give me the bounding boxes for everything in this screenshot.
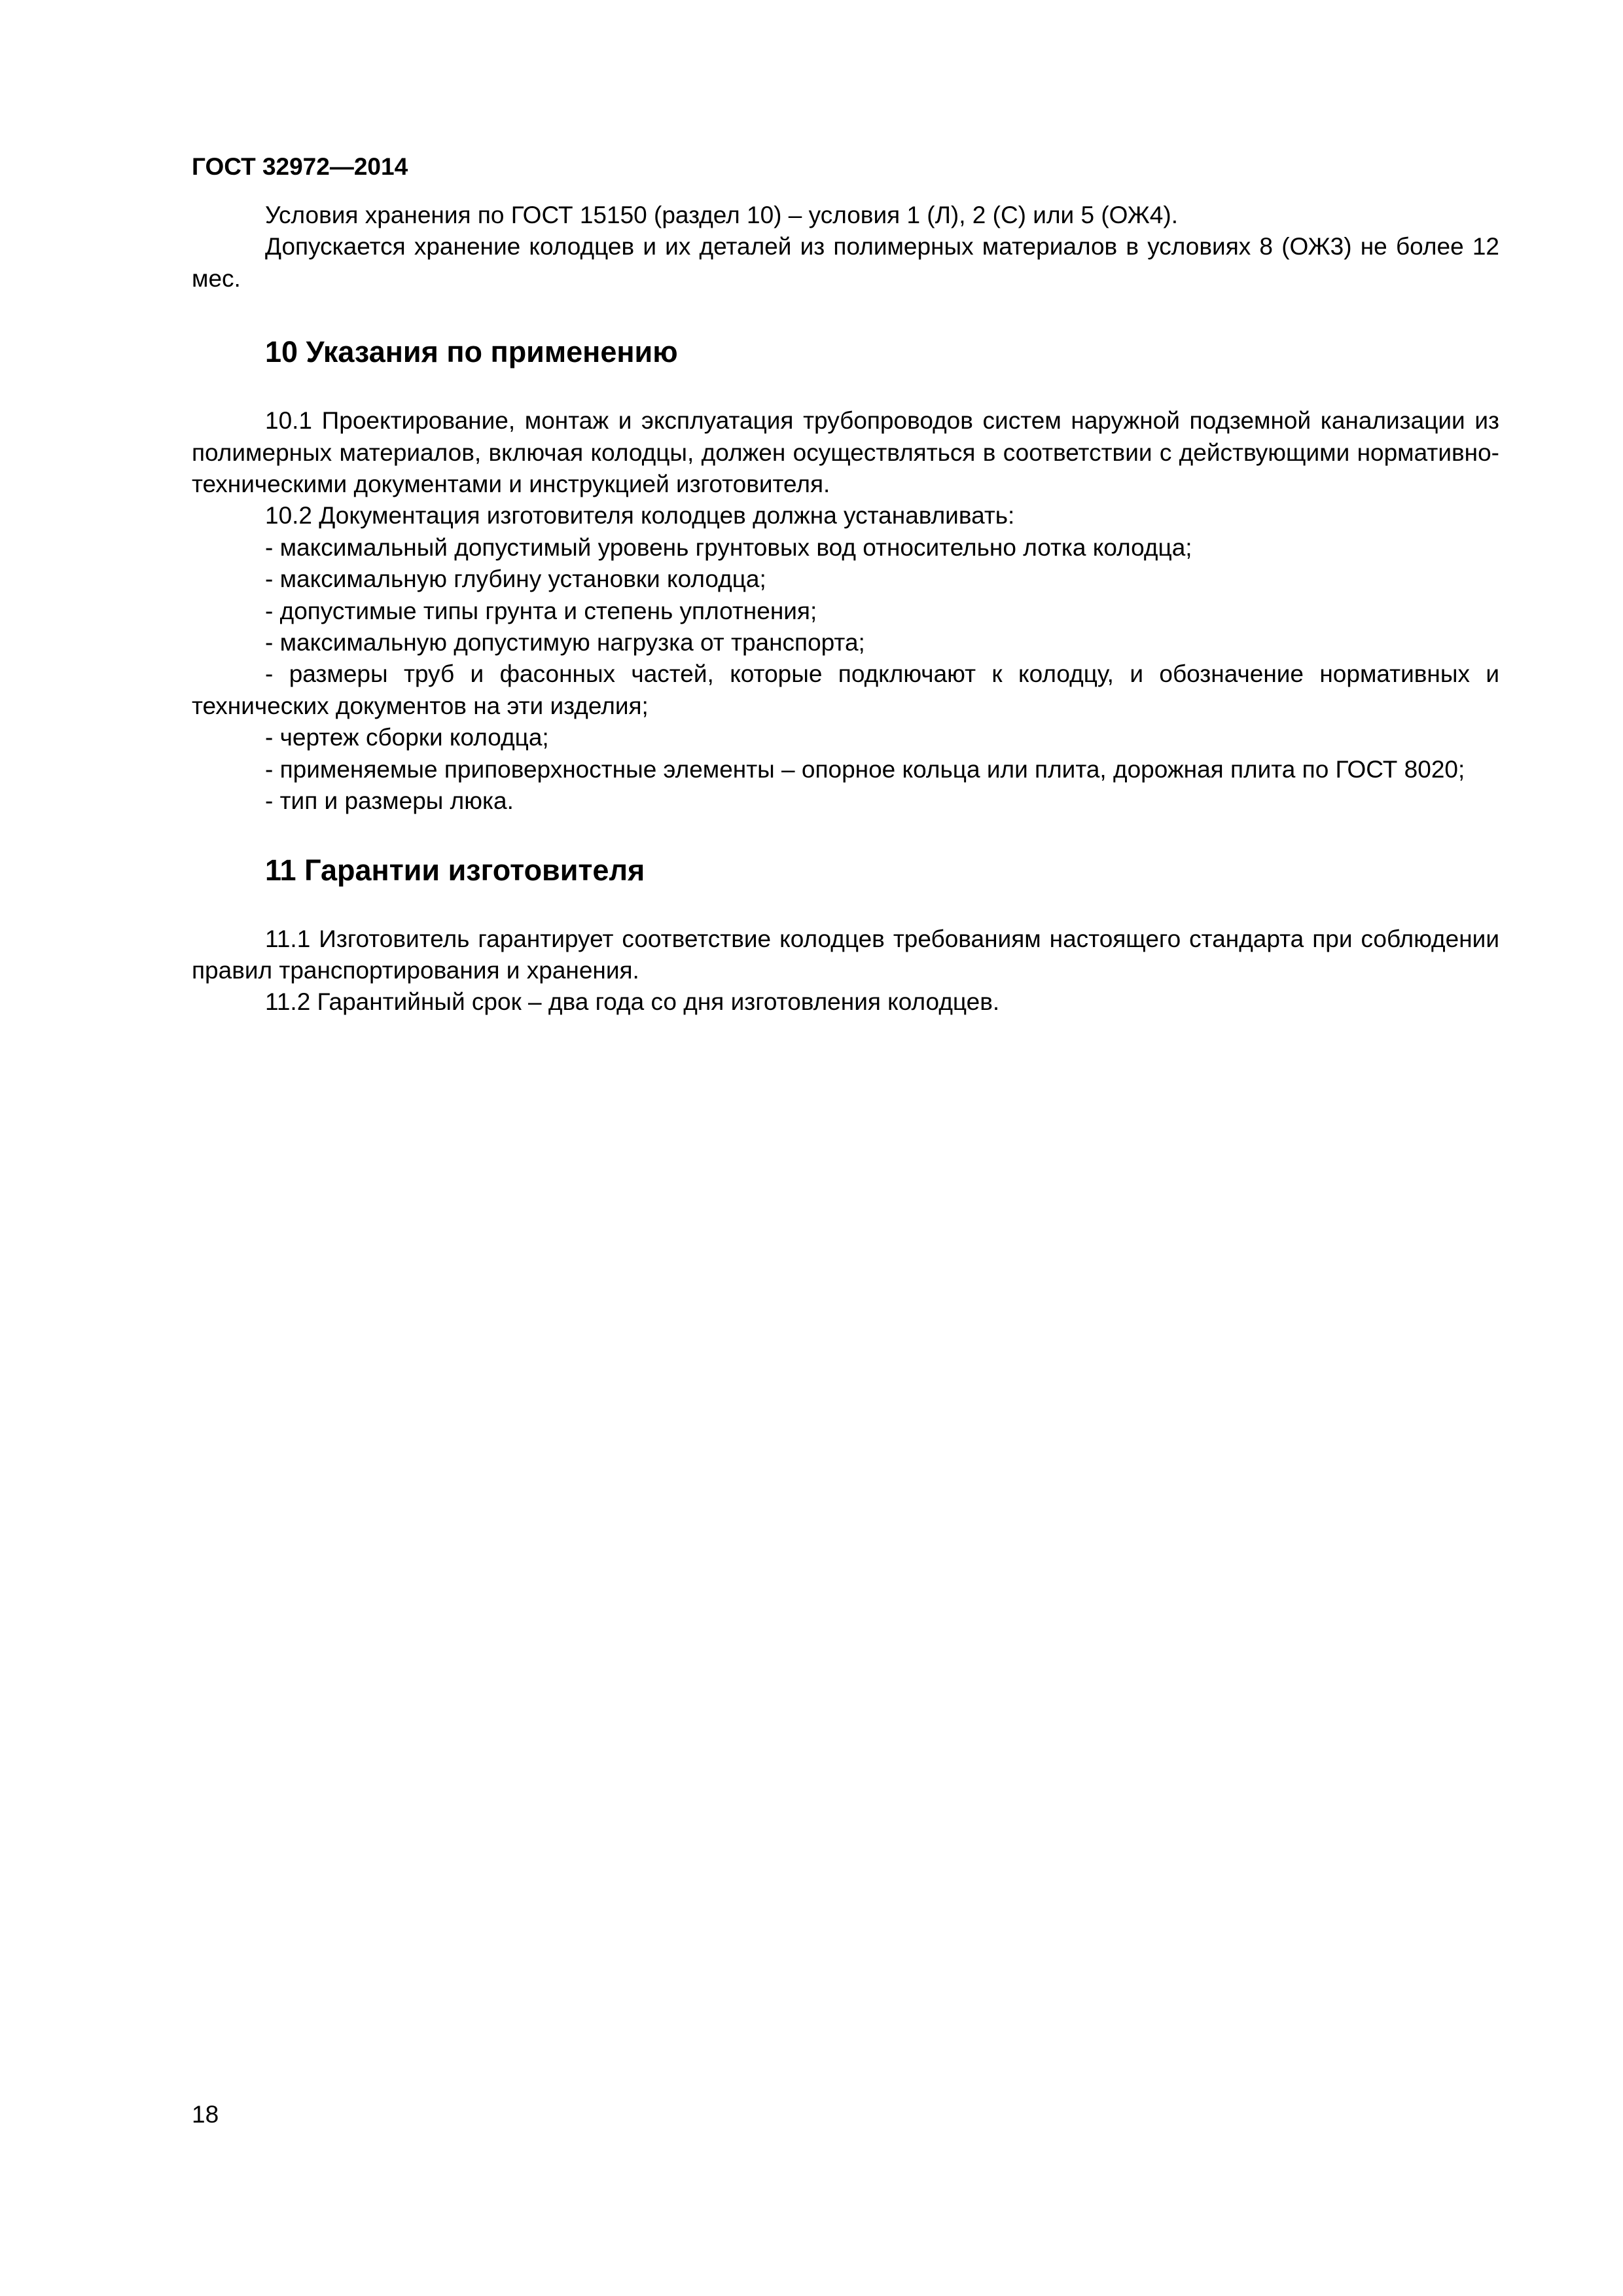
clause-10-2: 10.2 Документация изготовителя колодцев должна устанавливать: xyxy=(265,502,1015,529)
list-item: - применяемые приповерхностные элементы – опорное кольца или плита, дорожная плита по ГОСТ 8020; xyxy=(265,755,1465,783)
list-item: - размеры труб и фасонных частей, которые подключают к колодцу, и обозначение нормативных и технических документов на эти изделия; xyxy=(192,660,1499,719)
list-item: - максимальный допустимый уровень грунтовых вод относительно лотка колодца; xyxy=(265,533,1192,561)
list-item: - максимальную глубину установки колодца; xyxy=(265,565,766,593)
document-id-header: ГОСТ 32972—2014 xyxy=(192,153,408,180)
section-11-title: 11 Гарантии изготовителя xyxy=(265,853,645,887)
section-10-title: 10 Указания по применению xyxy=(265,335,678,369)
page-number: 18 xyxy=(192,2101,219,2128)
list-item: - тип и размеры люка. xyxy=(265,787,514,815)
storage-conditions-paragraph: Условия хранения по ГОСТ 15150 (раздел 10) – условия 1 (Л), 2 (С) или 5 (ОЖ4). xyxy=(265,202,1178,228)
storage-allowed-paragraph: Допускается хранение колодцев и их деталей из полимерных материалов в условиях 8 (ОЖ3) не более 12 мес. xyxy=(192,233,1499,292)
list-item: - чертеж сборки колодца; xyxy=(265,724,549,751)
list-item: - максимальную допустимую нагрузка от транспорта; xyxy=(265,629,865,656)
clause-10-1: 10.1 Проектирование, монтаж и эксплуатация трубопроводов систем наружной подземной канализации из полимерных материалов, включая колодцы, должен осуществляться в соответствии с действующими нормативно-техническими документами и инструкцией изготовителя. xyxy=(192,407,1499,498)
clause-11-1: 11.1 Изготовитель гарантирует соответствие колодцев требованиям настоящего стандарта при соблюдении правил транспортирования и хранения. xyxy=(192,925,1499,984)
clause-11-2: 11.2 Гарантийный срок – два года со дня изготовления колодцев. xyxy=(265,988,1000,1016)
document-body xyxy=(192,200,1499,1018)
list-item: - допустимые типы грунта и степень уплотнения; xyxy=(265,597,817,624)
